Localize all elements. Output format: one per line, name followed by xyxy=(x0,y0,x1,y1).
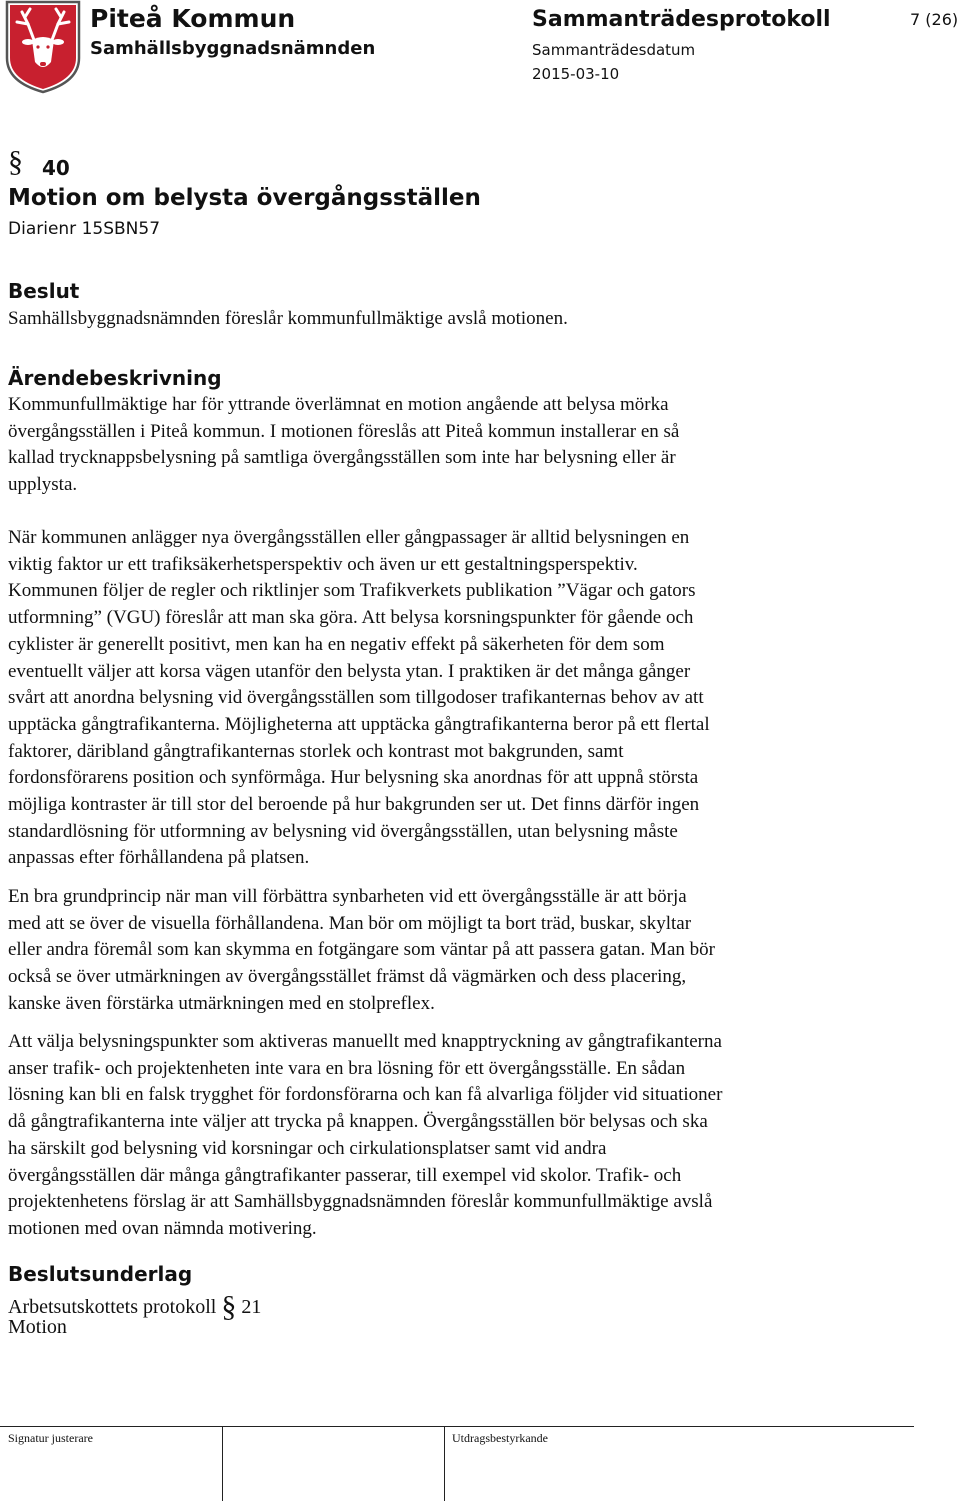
arendebeskrivning-paragraph-4: Att välja belysningspunkter som aktiveras manuellt med knapptryckning av gångtrafikanterna anser trafik- och projektenheten inte vara en bra lösning för ett övergångsställe. En sådan lösning kan bli en falsk trygghet för fordonsförarna och kan få alvarliga följder vid situationer då gångtrafikanterna inte väljer att trycka på knappen. Övergångsställen bör belysas och ska ha särskilt god belysning vid korsningar och cirkulationsplatser samt vid andra övergångsställen där många gångtrafikanter passerar, till exempel vid skolor. Trafik- och projektenhetens förslag är att Samhällsbyggnadsnämnden föreslår kommunfullmäktige avslå motionen med ovan nämnda motivering. xyxy=(8,1031,723,1239)
beslutsunderlag-item xyxy=(8,1289,262,1323)
paragraph-number: 40 xyxy=(42,156,70,180)
diarienummer: Diarienr 15SBN57 xyxy=(8,219,161,239)
beslutsunderlag-heading: Beslutsunderlag xyxy=(8,1262,193,1286)
reindeer-coat-of-arms xyxy=(4,0,82,94)
meeting-date: 2015-03-10 xyxy=(532,65,620,83)
paragraph-sign: § xyxy=(221,1290,237,1323)
board-name: Samhällsbyggnadsnämnden xyxy=(90,38,376,59)
logo-icon xyxy=(4,0,82,94)
beslutsunderlag-item-number: 21 xyxy=(236,1296,262,1318)
meeting-date-label: Sammanträdesdatum xyxy=(532,41,696,59)
footer-column-divider xyxy=(222,1426,223,1501)
utdragsbestyrkande-label: Utdragsbestyrkande xyxy=(452,1431,548,1445)
document-type: Sammanträdesprotokoll xyxy=(532,7,831,32)
org-name: Piteå Kommun xyxy=(90,4,296,33)
beslut-text: Samhällsbyggnadsnämnden föreslår kommunfullmäktige avslå motionen. xyxy=(8,308,568,329)
footer-column-divider xyxy=(444,1426,445,1501)
page-number: 7 (26) xyxy=(910,10,959,29)
beslutsunderlag-item-text: Arbetsutskottets protokoll xyxy=(8,1296,222,1318)
arendebeskrivning-heading: Ärendebeskrivning xyxy=(8,366,222,390)
beslut-heading: Beslut xyxy=(8,279,80,303)
page-title: Motion om belysta övergångsställen xyxy=(8,185,481,211)
paragraph-sign: § xyxy=(8,145,23,178)
beslutsunderlag-item: Motion xyxy=(8,1316,67,1338)
arendebeskrivning-paragraph-2: När kommunen anlägger nya övergångsställen eller gångpassager är alltid belysningen en viktig faktor ur ett trafiksäkerhetsperspektiv och även ur ett gestaltningsperspektiv. Kommunen följer de regler och riktlinjer som Trafikverkets publikation ”Vägar och gators utformning” (VGU) föreslår att man ska göra. Att belysa korsningspunkter för gående och cyklister är generellt positivt, men kan ha en negativ effekt på säkerheten för dem som eventuellt väljer att korsa vägen utanför den belysta ytan. I praktiken är det många gånger svårt att anordna belysning vid övergångsställen som tillgodoser trafikanternas behov av att upptäcka gångtrafikanterna. Möjligheterna att upptäcka gångtrafikanterna beror på ett flertal faktorer, däribland gångtrafikanternas storlek och kontrast mot bakgrunden, samt fordonsförarens position och synförmåga. Hur belysning ska anordnas för att uppnå största möjliga kontraster är till stor del beroende på hur bakgrunden ser ut. Det finns därför ingen standardlösning för utformning av belysning vid övergångsställen, utan belysning måste anpassas efter förhållandena på platsen. xyxy=(8,527,710,869)
signatur-justerare-label: Signatur justerare xyxy=(8,1431,93,1445)
arendebeskrivning-paragraph-3: En bra grundprincip när man vill förbättra synbarheten vid ett övergångsställe är att börja med att se över de visuella förhållandena. Man bör om möjligt ta bort träd, buskar, skyltar eller andra föremål som kan skymma en fotgängare som väntar på att passera gatan. Man bör också se över utmärkningen av övergångsstället främst då vägmärken och dess placering, kanske även förstärka utmärkningen med en stolpreflex. xyxy=(8,886,715,1014)
arendebeskrivning-paragraph-1: Kommunfullmäktige har för yttrande överlämnat en motion angående att belysa mörka övergångsställen i Piteå kommun. I motionen föreslås att Piteå kommun installerar en så kallad trycknappsbelysning på samtliga övergångsställen som inte har belysning eller är upplysta. xyxy=(8,394,680,496)
footer-divider xyxy=(0,1426,914,1427)
